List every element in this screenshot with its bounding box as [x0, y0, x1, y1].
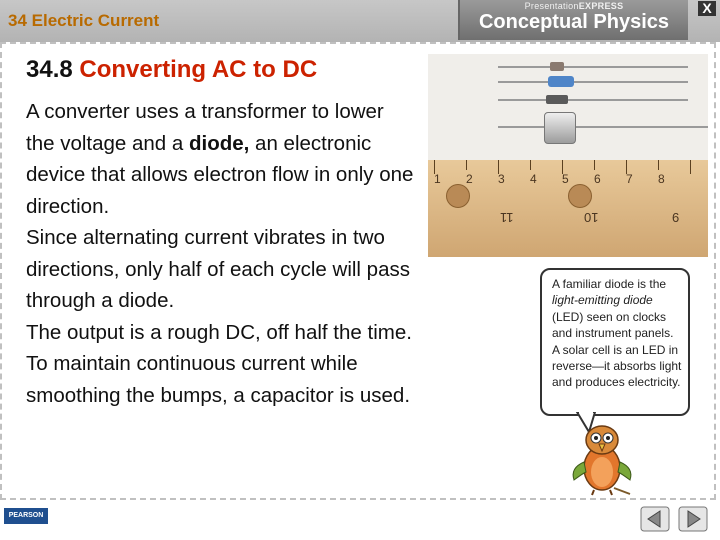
- bubble-text: A familiar diode is the light-emitting diode (LED) seen on clocks and instrument panels. A solar cell is an LED in reverse—it absorbs light and produces electricity.: [552, 277, 682, 390]
- ruler: [428, 160, 708, 257]
- diode-photo: [428, 54, 708, 257]
- ruler-number: 10: [584, 210, 599, 225]
- paragraph-3: The output is a rough DC, off half the time.: [26, 320, 412, 344]
- bird-mascot-icon: [564, 418, 640, 496]
- next-slide-button[interactable]: [678, 506, 708, 532]
- ruler-number: 4: [530, 172, 537, 186]
- ruler-hole: [568, 184, 592, 208]
- ruler-number: 8: [658, 172, 665, 186]
- ruler-number: 3: [498, 172, 505, 186]
- ruler-hole: [446, 184, 470, 208]
- paragraph-2: Since alternating current vibrates in two directions, only half of each cycle will pass through a diode.: [26, 226, 410, 312]
- ruler-number: 2: [466, 172, 473, 186]
- ruler-number: 6: [594, 172, 601, 186]
- chapter-title: 34 Electric Current: [8, 11, 160, 30]
- bottom-bar: [0, 500, 720, 540]
- diode-wire: [498, 126, 708, 128]
- diode-wire: [498, 99, 688, 101]
- ruler-number: 7: [626, 172, 633, 186]
- ruler-number: 9: [672, 210, 680, 225]
- brand-subtitle: PresentationEXPRESS: [524, 1, 624, 11]
- brand-banner: [458, 0, 688, 40]
- ruler-number: 1: [434, 172, 441, 186]
- brand-title: Conceptual Physics: [478, 11, 670, 33]
- slide-title: [26, 56, 317, 84]
- metal-diode-icon: [544, 112, 576, 144]
- paragraph-4: To maintain continuous current while smoothing the bumps, a capacitor is used.: [26, 352, 411, 407]
- diode-wire: [498, 66, 688, 68]
- section-title: Converting AC to DC: [79, 56, 318, 83]
- section-number: 34.8: [26, 56, 73, 83]
- close-button[interactable]: X: [698, 1, 716, 16]
- ruler-number: 5: [562, 172, 569, 186]
- diode-wire: [498, 81, 688, 83]
- ruler-number: 11: [500, 210, 514, 225]
- paragraph-1: A converter uses a transformer to lower the voltage and a diode, an electronic device that allows electron flow in only one direction.: [26, 100, 414, 218]
- slide-body: [26, 96, 416, 411]
- black-diode-icon: [546, 95, 568, 104]
- diode-term: diode,: [189, 131, 250, 155]
- previous-slide-button[interactable]: [640, 506, 670, 532]
- blue-diode-icon: [548, 76, 574, 87]
- pearson-logo: PEARSON: [4, 508, 48, 524]
- small-diode-icon: [550, 62, 564, 71]
